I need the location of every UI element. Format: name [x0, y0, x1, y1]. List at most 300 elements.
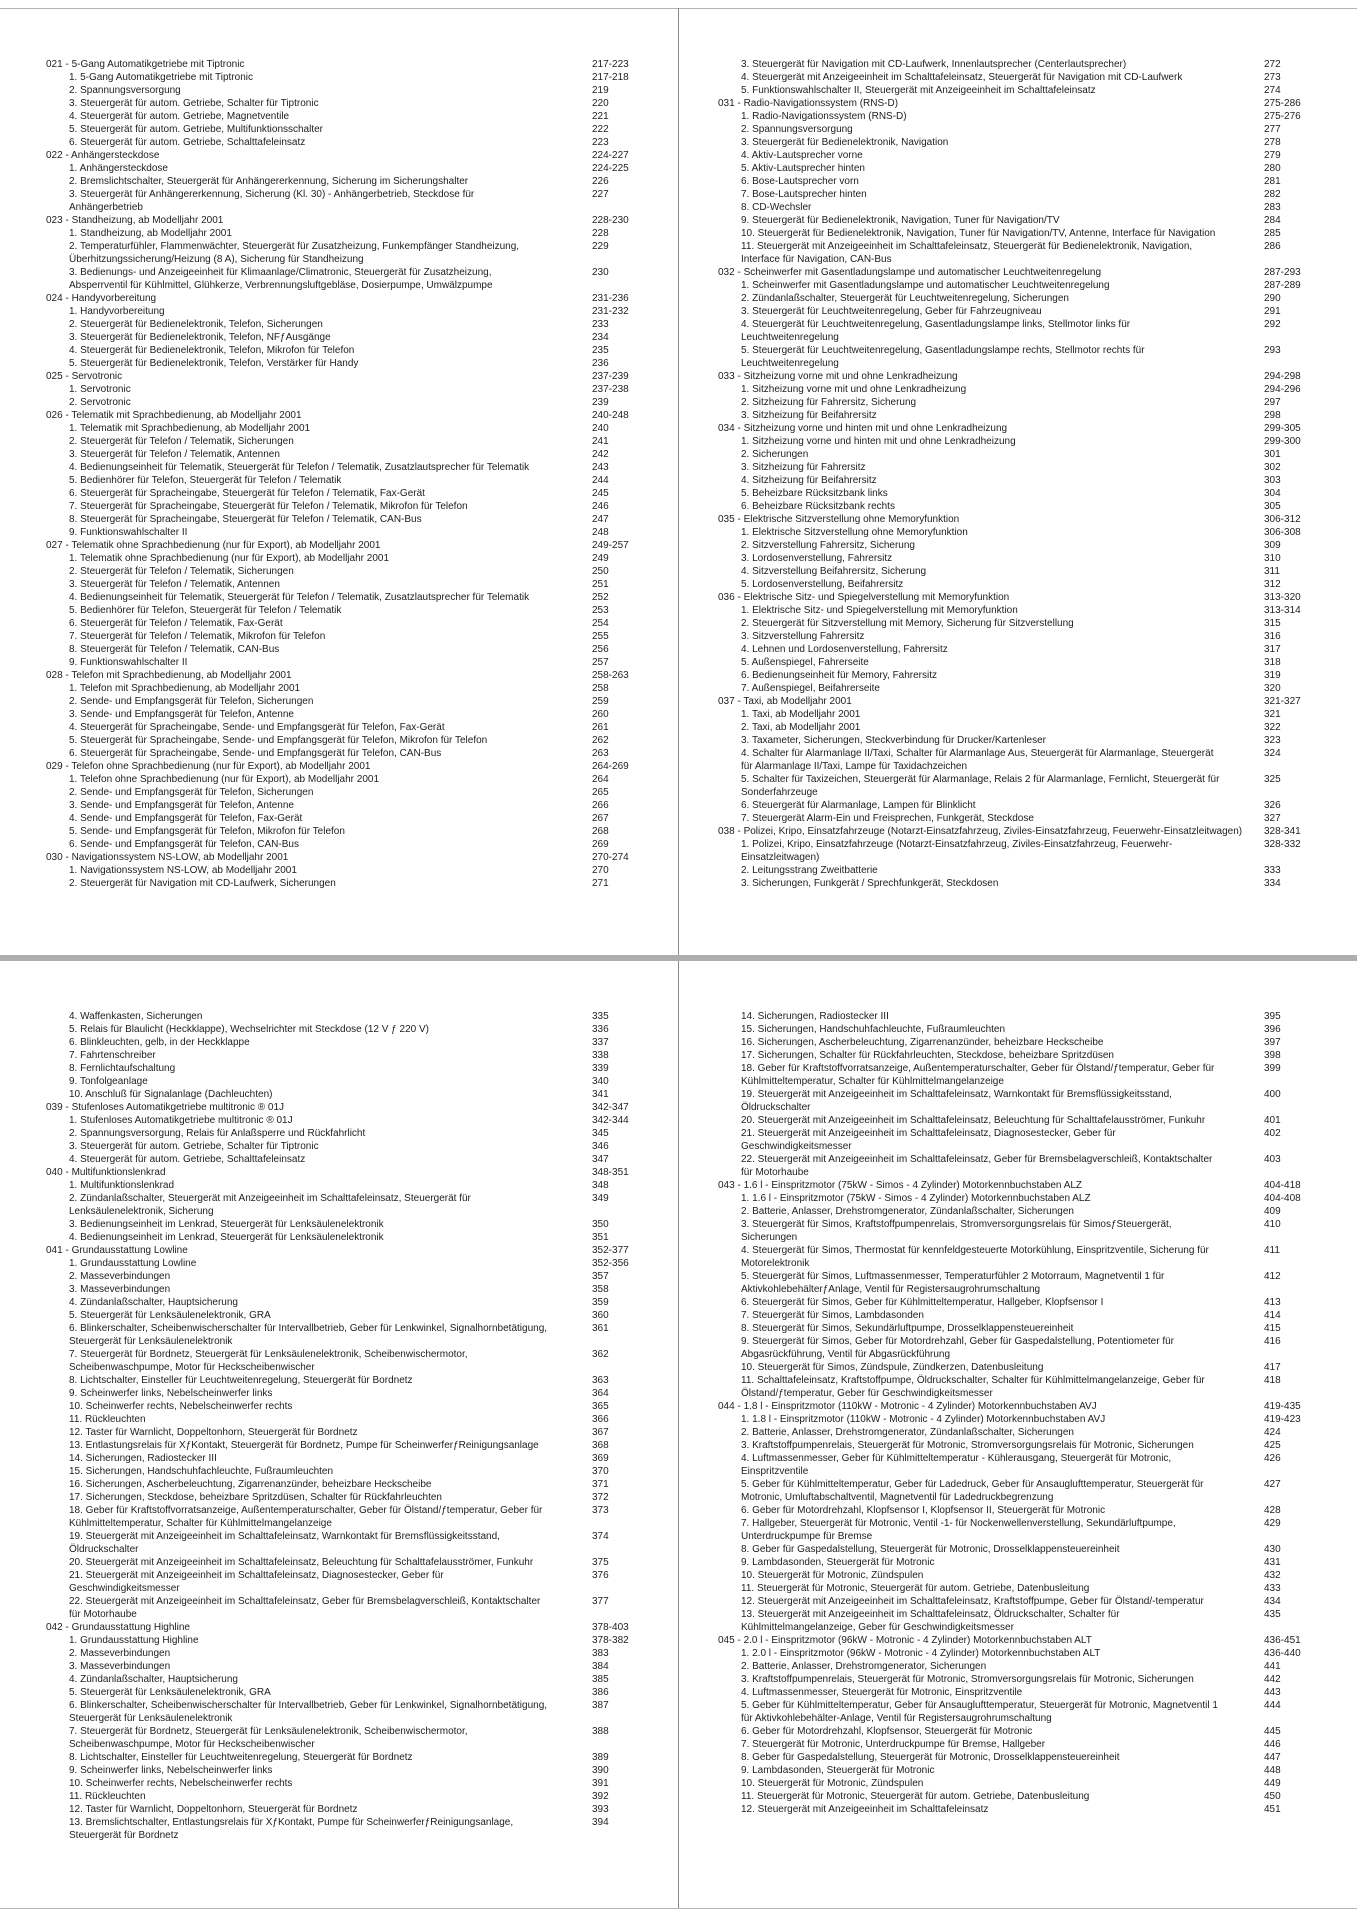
toc-entry-page-number: 228 [592, 228, 609, 239]
toc-item-row [46, 1426, 662, 1439]
toc-entry-text: 5. Steuergerät für Lenksäulenelektronik, GRA [69, 1310, 271, 1321]
toc-entry-text: 9. Steuergerät für Bedienelektronik, Navigation, Tuner für Navigation/TV [741, 215, 1060, 226]
toc-entry-page-number: 442 [1264, 1674, 1281, 1685]
toc-entry-page-number: 401 [1264, 1115, 1281, 1126]
toc-entry-page-number: 350 [592, 1219, 609, 1230]
toc-item-row [46, 1023, 662, 1036]
toc-item-row [46, 643, 662, 656]
toc-entry-page-number: 372 [592, 1492, 609, 1503]
toc-column-page2-left [46, 1010, 662, 1842]
toc-item-row [718, 1218, 1334, 1244]
toc-entry-page-number: 387 [592, 1700, 609, 1711]
toc-entry-text: 2. Steuergerät für Telefon / Telematik, Sicherungen [69, 566, 294, 577]
toc-entry-page-number: 391 [592, 1778, 609, 1789]
toc-item-row [46, 227, 662, 240]
toc-entry-text: 045 - 2.0 l - Einspritzmotor (96kW - Motronic - 4 Zylinder) Motorkennbuchstaben ALT [718, 1635, 1092, 1646]
toc-entry-text: 3. Kraftstoffpumpenrelais, Steuergerät für Motronic, Stromversorgungsrelais für Motronic, Sicherungen [741, 1674, 1194, 1685]
toc-item-row [46, 1634, 662, 1647]
toc-entry-text: 041 - Grundausstattung Lowline [46, 1245, 188, 1256]
toc-entry-page-number: 404-418 [1264, 1180, 1301, 1191]
toc-entry-text: 2. Temperaturfühler, Flammenwächter, Steuergerät für Zusatzheizung, Funkempfänger Standheizung, Überhitzungssicherung/Heizung (8 A), Sicherung für Standheizung [69, 241, 520, 265]
toc-entry-page-number: 398 [1264, 1050, 1281, 1061]
toc-entry-page-number: 419-435 [1264, 1401, 1301, 1412]
toc-item-row [46, 773, 662, 786]
toc-entry-page-number: 318 [1264, 657, 1281, 668]
toc-entry-text: 5. Lordosenverstellung, Beifahrersitz [741, 579, 904, 590]
toc-entry-page-number: 287-289 [1264, 280, 1301, 291]
toc-item-row [718, 1114, 1334, 1127]
toc-entry-page-number: 237-238 [592, 384, 629, 395]
toc-entry-page-number: 397 [1264, 1037, 1281, 1048]
toc-entry-text: 4. Zündanlaßschalter, Hauptsicherung [69, 1297, 238, 1308]
toc-item-row [46, 1595, 662, 1621]
toc-entry-page-number: 450 [1264, 1791, 1281, 1802]
toc-item-row [46, 656, 662, 669]
toc-entry-text: 2. Sicherungen [741, 449, 809, 460]
toc-entry-text: 4. Steuergerät für autom. Getriebe, Magnetventile [69, 111, 290, 122]
toc-entry-text: 7. Steuergerät Alarm-Ein und Freisprechen, Funkgerät, Steckdose [741, 813, 1034, 824]
toc-entry-text: 1. 5-Gang Automatikgetriebe mit Tiptronic [69, 72, 253, 83]
toc-entry-text: 2. Steuergerät für Sitzverstellung mit Memory, Sicherung für Sitzverstellung [741, 618, 1074, 629]
toc-item-row [718, 1569, 1334, 1582]
toc-entry-text: 10. Steuergerät für Motronic, Zündspulen [741, 1570, 924, 1581]
toc-entry-page-number: 287-293 [1264, 267, 1301, 278]
toc-entry-page-number: 444 [1264, 1700, 1281, 1711]
toc-item-row [46, 1647, 662, 1660]
toc-entry-page-number: 385 [592, 1674, 609, 1685]
toc-entry-text: 7. Steuergerät für Bordnetz, Steuergerät für Lenksäulenelektronik, Scheibenwischermotor, Scheibenwaschpumpe, Motor für Heckscheibenwischer [69, 1349, 468, 1373]
toc-item-row [46, 526, 662, 539]
toc-entry-page-number: 400 [1264, 1089, 1281, 1100]
toc-entry-page-number: 298 [1264, 410, 1281, 421]
toc-item-row [46, 1062, 662, 1075]
toc-entry-text: 12. Taster für Warnlicht, Doppeltonhorn, Steuergerät für Bordnetz [69, 1427, 358, 1438]
toc-item-row [46, 812, 662, 825]
toc-entry-page-number: 365 [592, 1401, 609, 1412]
toc-item-row [46, 734, 662, 747]
toc-item-row [718, 214, 1334, 227]
toc-entry-text: 4. Lehnen und Lordosenverstellung, Fahrersitz [741, 644, 948, 655]
toc-entry-text: 3. Steuergerät für Bedienelektronik, Navigation [741, 137, 949, 148]
toc-item-row [718, 292, 1334, 305]
toc-entry-text: 10. Scheinwerfer rechts, Nebelscheinwerfer rechts [69, 1778, 293, 1789]
toc-entry-text: 22. Steuergerät mit Anzeigeeinheit im Schalttafeleinsatz, Geber für Bremsbelagverschleiß, Kontaktschalter für Motorhaube [741, 1154, 1213, 1178]
toc-entry-page-number: 240-248 [592, 410, 629, 421]
toc-item-row [46, 474, 662, 487]
toc-item-row [46, 240, 662, 266]
toc-item-row [718, 1673, 1334, 1686]
toc-item-row [718, 500, 1334, 513]
toc-entry-page-number: 248 [592, 527, 609, 538]
toc-item-row [718, 149, 1334, 162]
toc-entry-text: 2. Batterie, Anlasser, Drehstromgenerator, Zündanlaßschalter, Sicherungen [741, 1427, 1074, 1438]
toc-item-row [718, 1153, 1334, 1179]
toc-item-row [718, 1426, 1334, 1439]
toc-entry-page-number: 348 [592, 1180, 609, 1191]
toc-entry-page-number: 263 [592, 748, 609, 759]
toc-entry-page-number: 409 [1264, 1206, 1281, 1217]
toc-entry-page-number: 390 [592, 1765, 609, 1776]
toc-entry-text: 6. Blinkerschalter, Scheibenwischerschalter für Intervallbetrieb, Geber für Lenkwinkel, Signalhornbetätigung, Steuergerät für Lenksäulenelektronik [69, 1323, 548, 1347]
toc-entry-page-number: 301 [1264, 449, 1281, 460]
toc-entry-text: 3. Steuergerät für autom. Getriebe, Schalter für Tiptronic [69, 98, 319, 109]
toc-entry-text: 6. Blinkleuchten, gelb, in der Heckklappe [69, 1037, 250, 1048]
toc-item-row [46, 1439, 662, 1452]
toc-entry-text: 4. Steuergerät für Bedienelektronik, Telefon, Mikrofon für Telefon [69, 345, 355, 356]
toc-entry-page-number: 249 [592, 553, 609, 564]
toc-entry-text: 5. Aktiv-Lautsprecher hinten [741, 163, 865, 174]
toc-entry-page-number: 220 [592, 98, 609, 109]
toc-item-row [718, 526, 1334, 539]
toc-entry-page-number: 349 [592, 1193, 609, 1204]
toc-item-row [718, 474, 1334, 487]
toc-item-row [46, 1179, 662, 1192]
toc-entry-text: 3. Lordosenverstellung, Fahrersitz [741, 553, 893, 564]
toc-entry-text: 034 - Sitzheizung vorne und hinten mit und ohne Lenkradheizung [718, 423, 1008, 434]
toc-item-row [718, 1322, 1334, 1335]
toc-section-row [718, 422, 1334, 435]
toc-entry-text: 6. Steuergerät für Alarmanlage, Lampen für Blinklicht [741, 800, 976, 811]
toc-item-row [46, 1465, 662, 1478]
toc-entry-text: 2. Batterie, Anlasser, Drehstromgenerator, Zündanlaßschalter, Sicherungen [741, 1206, 1074, 1217]
toc-item-row [46, 1504, 662, 1530]
toc-entry-page-number: 231-236 [592, 293, 629, 304]
toc-entry-page-number: 286 [1264, 241, 1281, 252]
toc-entry-text: 6. Blinkerschalter, Scheibenwischerschalter für Intervallbetrieb, Geber für Lenkwinkel, Signalhornbetätigung, Steuergerät für Lenksäulenelektronik [69, 1700, 548, 1724]
toc-item-row [46, 110, 662, 123]
page-gap-band [0, 955, 1357, 961]
toc-item-row [46, 136, 662, 149]
toc-entry-page-number: 246 [592, 501, 609, 512]
toc-entry-page-number: 325 [1264, 774, 1281, 785]
toc-entry-page-number: 224-225 [592, 163, 629, 174]
toc-entry-text: 5. Geber für Kühlmitteltemperatur, Geber für Ansauglufttemperatur, Steuergerät für Motronic, Magnetventil 1 für Aktivkohlebehälter-Anlage, Ventil für Registersaugrohrumschaltung [741, 1700, 1218, 1724]
toc-item-row [46, 1218, 662, 1231]
toc-entry-text: 8. Fernlichtaufschaltung [69, 1063, 176, 1074]
toc-entry-text: 5. Sende- und Empfangsgerät für Telefon, Mikrofon für Telefon [69, 826, 345, 837]
toc-entry-text: 035 - Elektrische Sitzverstellung ohne Memoryfunktion [718, 514, 960, 525]
toc-item-row [718, 1192, 1334, 1205]
toc-item-row [46, 1010, 662, 1023]
toc-entry-text: 18. Geber für Kraftstoffvorratsanzeige, Außentemperaturschalter, Geber für Ölstand/ƒtemperatur, Geber für Kühlmitteltemperatur, Schalter für Kühlmittelmangelanzeige [69, 1505, 543, 1529]
toc-item-row [46, 604, 662, 617]
page-column-divider-top [678, 8, 679, 955]
toc-entry-page-number: 280 [1264, 163, 1281, 174]
toc-item-row [718, 1504, 1334, 1517]
toc-entry-page-number: 384 [592, 1661, 609, 1672]
toc-section-row [46, 1621, 662, 1634]
toc-entry-page-number: 377 [592, 1596, 609, 1607]
toc-item-row [718, 708, 1334, 721]
toc-entry-page-number: 374 [592, 1531, 609, 1542]
toc-item-row [46, 1075, 662, 1088]
toc-item-row [46, 84, 662, 97]
toc-entry-text: 6. Bose-Lautsprecher vorn [741, 176, 859, 187]
toc-entry-text: 021 - 5-Gang Automatikgetriebe mit Tiptronic [46, 59, 245, 70]
toc-entry-page-number: 404-408 [1264, 1193, 1301, 1204]
toc-item-row [718, 1036, 1334, 1049]
toc-item-row [46, 500, 662, 513]
toc-entry-text: 5. Steuergerät für autom. Getriebe, Multifunktionsschalter [69, 124, 324, 135]
toc-item-row [718, 227, 1334, 240]
toc-entry-page-number: 247 [592, 514, 609, 525]
toc-entry-page-number: 259 [592, 696, 609, 707]
toc-entry-page-number: 335 [592, 1011, 609, 1022]
toc-entry-text: 3. Sende- und Empfangsgerät für Telefon, Antenne [69, 709, 294, 720]
toc-entry-text: 6. Geber für Motordrehzahl, Klopfsensor I, Klopfsensor II, Steuergerät für Motronic [741, 1505, 1106, 1516]
toc-entry-text: 1. Taxi, ab Modelljahr 2001 [741, 709, 861, 720]
toc-entry-page-number: 363 [592, 1375, 609, 1386]
toc-entry-text: 5. Relais für Blaulicht (Heckklappe), Wechselrichter mit Steckdose (12 V ƒ 220 V) [69, 1024, 429, 1035]
toc-entry-text: 5. Steuergerät für Simos, Luftmassenmesser, Temperaturfühler 2 Motorraum, Magnetventil 1 für AktivkohlebehälterƒAnlage, Ventil für Registersaugrohrumschaltung [741, 1271, 1165, 1295]
toc-entry-page-number: 258-263 [592, 670, 629, 681]
toc-entry-page-number: 393 [592, 1804, 609, 1815]
toc-entry-page-number: 413 [1264, 1297, 1281, 1308]
toc-entry-text: 10. Steuergerät für Motronic, Zündspulen [741, 1778, 924, 1789]
toc-entry-page-number: 275-286 [1264, 98, 1301, 109]
toc-entry-text: 6. Steuergerät für Spracheingabe, Sende- und Empfangsgerät für Telefon, CAN-Bus [69, 748, 442, 759]
toc-entry-page-number: 371 [592, 1479, 609, 1490]
toc-item-row [46, 825, 662, 838]
toc-item-row [46, 461, 662, 474]
toc-entry-page-number: 375 [592, 1557, 609, 1568]
toc-item-row [46, 695, 662, 708]
toc-entry-page-number: 446 [1264, 1739, 1281, 1750]
toc-entry-page-number: 345 [592, 1128, 609, 1139]
toc-entry-page-number: 426 [1264, 1453, 1281, 1464]
toc-entry-text: 14. Sicherungen, Radiostecker III [741, 1011, 889, 1022]
toc-item-row [46, 1036, 662, 1049]
toc-section-row [718, 695, 1334, 708]
toc-item-row [46, 1322, 662, 1348]
toc-entry-text: 3. Steuergerät für autom. Getriebe, Schalter für Tiptronic [69, 1141, 319, 1152]
toc-entry-text: 9. Funktionswahlschalter II [69, 657, 188, 668]
toc-entry-page-number: 319 [1264, 670, 1281, 681]
toc-entry-page-number: 376 [592, 1570, 609, 1581]
toc-entry-page-number: 369 [592, 1453, 609, 1464]
toc-entry-page-number: 359 [592, 1297, 609, 1308]
toc-item-row [46, 1569, 662, 1595]
toc-item-row [46, 1699, 662, 1725]
toc-entry-text: 3. Masseverbindungen [69, 1284, 171, 1295]
toc-entry-text: 5. Steuergerät für Spracheingabe, Sende- und Empfangsgerät für Telefon, Mikrofon für Telefon [69, 735, 488, 746]
toc-entry-text: 7. Außenspiegel, Beifahrerseite [741, 683, 880, 694]
toc-item-row [46, 123, 662, 136]
toc-entry-text: 3. Masseverbindungen [69, 1661, 171, 1672]
toc-entry-text: 042 - Grundausstattung Highline [46, 1622, 190, 1633]
toc-item-row [718, 201, 1334, 214]
toc-entry-text: 20. Steuergerät mit Anzeigeeinheit im Schalttafeleinsatz, Beleuchtung für Schalttafelausströmer, Funkuhr [69, 1557, 534, 1568]
toc-entry-page-number: 245 [592, 488, 609, 499]
toc-entry-page-number: 299-300 [1264, 436, 1301, 447]
toc-entry-text: 11. Steuergerät für Motronic, Steuergerät für autom. Getriebe, Datenbusleitung [741, 1791, 1090, 1802]
toc-item-row [46, 1127, 662, 1140]
toc-item-row [718, 734, 1334, 747]
toc-entry-page-number: 219 [592, 85, 609, 96]
toc-entry-page-number: 322 [1264, 722, 1281, 733]
toc-entry-text: 6. Steuergerät für autom. Getriebe, Schalttafeleinsatz [69, 137, 306, 148]
toc-entry-page-number: 388 [592, 1726, 609, 1737]
toc-entry-text: 4. Bedienungseinheit für Telematik, Steuergerät für Telefon / Telematik, Zusatzlautsprecher für Telematik [69, 462, 530, 473]
toc-entry-page-number: 237-239 [592, 371, 629, 382]
toc-entry-text: 5. Steuergerät für Bedienelektronik, Telefon, Verstärker für Handy [69, 358, 359, 369]
toc-entry-page-number: 264-269 [592, 761, 629, 772]
toc-entry-page-number: 443 [1264, 1687, 1281, 1698]
toc-entry-text: 7. Bose-Lautsprecher hinten [741, 189, 867, 200]
toc-item-row [718, 383, 1334, 396]
toc-item-row [718, 630, 1334, 643]
toc-item-row [46, 591, 662, 604]
toc-item-row [718, 1647, 1334, 1660]
toc-section-row [46, 292, 662, 305]
toc-entry-page-number: 448 [1264, 1765, 1281, 1776]
toc-entry-text: 3. Sende- und Empfangsgerät für Telefon, Antenne [69, 800, 294, 811]
toc-entry-text: 1. Multifunktionslenkrad [69, 1180, 175, 1191]
toc-item-row [46, 617, 662, 630]
toc-entry-page-number: 306-312 [1264, 514, 1301, 525]
toc-entry-text: 040 - Multifunktionslenkrad [46, 1167, 166, 1178]
toc-entry-page-number: 414 [1264, 1310, 1281, 1321]
toc-entry-text: 8. Lichtschalter, Einsteller für Leuchtweitenregelung, Steuergerät für Bordnetz [69, 1752, 413, 1763]
toc-entry-text: 5. Bedienhörer für Telefon, Steuergerät für Telefon / Telematik [69, 475, 342, 486]
toc-entry-page-number: 268 [592, 826, 609, 837]
toc-entry-text: 19. Steuergerät mit Anzeigeeinheit im Schalttafeleinsatz, Warnkontakt für Bremsflüssigkeitsstand, Öldruckschalter [741, 1089, 1172, 1113]
toc-item-row [46, 1530, 662, 1556]
toc-entry-page-number: 441 [1264, 1661, 1281, 1672]
toc-item-row [718, 162, 1334, 175]
toc-entry-page-number: 251 [592, 579, 609, 590]
toc-entry-page-number: 222 [592, 124, 609, 135]
toc-entry-page-number: 221 [592, 111, 609, 122]
toc-item-row [718, 175, 1334, 188]
toc-entry-page-number: 262 [592, 735, 609, 746]
toc-item-row [718, 1452, 1334, 1478]
toc-entry-page-number: 223 [592, 137, 609, 148]
toc-entry-page-number: 351 [592, 1232, 609, 1243]
toc-entry-page-number: 226 [592, 176, 609, 187]
toc-column-page1-right [718, 58, 1334, 890]
toc-entry-text: 2. Zündanlaßschalter, Steuergerät mit Anzeigeeinheit im Schalttafeleinsatz, Steuergerät für Lenksäulenelektronik, Sicherung [69, 1193, 471, 1217]
toc-item-row [718, 1062, 1334, 1088]
toc-entry-text: 031 - Radio-Navigationssystem (RNS-D) [718, 98, 899, 109]
toc-entry-page-number: 303 [1264, 475, 1281, 486]
toc-entry-page-number: 436-440 [1264, 1648, 1301, 1659]
toc-entry-text: 2. Sitzverstellung Fahrersitz, Sicherung [741, 540, 915, 551]
toc-entry-page-number: 358 [592, 1284, 609, 1295]
toc-entry-page-number: 281 [1264, 176, 1281, 187]
toc-entry-page-number: 425 [1264, 1440, 1281, 1451]
toc-section-row [46, 149, 662, 162]
toc-entry-text: 2. Leitungsstrang Zweitbatterie [741, 865, 878, 876]
toc-entry-page-number: 402 [1264, 1128, 1281, 1139]
toc-entry-page-number: 432 [1264, 1570, 1281, 1581]
toc-entry-text: 3. Sitzheizung für Fahrersitz [741, 462, 866, 473]
toc-entry-page-number: 250 [592, 566, 609, 577]
toc-entry-text: 1. Stufenloses Automatikgetriebe multitronic ® 01J [69, 1115, 293, 1126]
toc-item-row [718, 1127, 1334, 1153]
toc-entry-page-number: 297 [1264, 397, 1281, 408]
toc-entry-text: 6. Geber für Motordrehzahl, Klopfsensor, Steuergerät für Motronic [741, 1726, 1033, 1737]
toc-item-row [46, 97, 662, 110]
toc-entry-text: 3. Bedienungseinheit im Lenkrad, Steuergerät für Lenksäulenelektronik [69, 1219, 384, 1230]
toc-item-row [46, 448, 662, 461]
toc-entry-text: 17. Sicherungen, Schalter für Rückfahrleuchten, Steckdose, beheizbare Spritzdüsen [741, 1050, 1114, 1061]
toc-entry-text: 3. Steuergerät für Anhängererkennung, Sicherung (Kl. 30) - Anhängerbetrieb, Steckdose für Anhängerbetrieb [69, 189, 475, 213]
toc-item-row [46, 344, 662, 357]
page-bottom-edge-rule [0, 1908, 1357, 1909]
toc-item-row [46, 1413, 662, 1426]
toc-item-row [46, 175, 662, 188]
toc-item-row [46, 1231, 662, 1244]
toc-entry-page-number: 255 [592, 631, 609, 642]
toc-entry-page-number: 269 [592, 839, 609, 850]
toc-entry-page-number: 228-230 [592, 215, 629, 226]
toc-entry-text: 17. Sicherungen, Steckdose, beheizbare Spritzdüsen, Schalter für Rückfahrleuchten [69, 1492, 442, 1503]
toc-entry-text: 5. Außenspiegel, Fahrerseite [741, 657, 869, 668]
toc-entry-page-number: 415 [1264, 1323, 1281, 1334]
toc-entry-text: 1. Telefon mit Sprachbedienung, ab Modelljahr 2001 [69, 683, 301, 694]
toc-entry-page-number: 333 [1264, 865, 1281, 876]
toc-section-row [718, 1634, 1334, 1647]
toc-entry-page-number: 338 [592, 1050, 609, 1061]
toc-entry-page-number: 362 [592, 1349, 609, 1360]
toc-entry-text: 9. Lambdasonden, Steuergerät für Motronic [741, 1765, 935, 1776]
toc-entry-page-number: 370 [592, 1466, 609, 1477]
toc-item-row [718, 1309, 1334, 1322]
toc-entry-page-number: 373 [592, 1505, 609, 1516]
toc-entry-text: 8. Lichtschalter, Einsteller für Leuchtweitenregelung, Steuergerät für Bordnetz [69, 1375, 413, 1386]
toc-item-row [718, 409, 1334, 422]
toc-entry-text: 8. Steuergerät für Simos, Sekundärluftpumpe, Drosselklappensteuereinheit [741, 1323, 1074, 1334]
toc-entry-page-number: 327 [1264, 813, 1281, 824]
toc-item-row [718, 1790, 1334, 1803]
toc-item-row [718, 877, 1334, 890]
toc-entry-page-number: 282 [1264, 189, 1281, 200]
toc-entry-page-number: 410 [1264, 1219, 1281, 1230]
toc-item-row [718, 1244, 1334, 1270]
toc-entry-text: 4. Bedienungseinheit im Lenkrad, Steuergerät für Lenksäulenelektronik [69, 1232, 384, 1243]
toc-section-row [46, 409, 662, 422]
toc-entry-page-number: 270 [592, 865, 609, 876]
toc-entry-page-number: 361 [592, 1323, 609, 1334]
toc-entry-text: 3. Steuergerät für Telefon / Telematik, Antennen [69, 579, 280, 590]
toc-entry-page-number: 383 [592, 1648, 609, 1659]
toc-item-row [718, 682, 1334, 695]
toc-entry-text: 039 - Stufenloses Automatikgetriebe multitronic ® 01J [46, 1102, 285, 1113]
toc-entry-text: 9. Tonfolgeanlage [69, 1076, 148, 1087]
toc-entry-page-number: 272 [1264, 59, 1281, 70]
toc-item-row [718, 565, 1334, 578]
toc-item-row [718, 84, 1334, 97]
toc-item-row [46, 1673, 662, 1686]
toc-entry-page-number: 311 [1264, 566, 1280, 577]
toc-entry-text: 1. 2.0 l - Einspritzmotor (96kW - Motronic - 4 Zylinder) Motorkennbuchstaben ALT [741, 1648, 1101, 1659]
toc-entry-page-number: 412 [1264, 1271, 1281, 1282]
toc-entry-page-number: 292 [1264, 319, 1281, 330]
toc-item-row [46, 578, 662, 591]
toc-item-row [46, 1088, 662, 1101]
toc-entry-text: 1. Sitzheizung vorne mit und ohne Lenkradheizung [741, 384, 967, 395]
toc-item-row [718, 838, 1334, 864]
toc-entry-text: 3. Steuergerät für Bedienelektronik, Telefon, NFƒAusgänge [69, 332, 331, 343]
toc-entry-text: 12. Steuergerät mit Anzeigeeinheit im Schalttafeleinsatz, Kraftstoffpumpe, Geber für Ölstand/-temperatur [741, 1596, 1204, 1607]
toc-entry-page-number: 451 [1264, 1804, 1281, 1815]
toc-item-row [718, 1764, 1334, 1777]
toc-entry-page-number: 360 [592, 1310, 609, 1321]
toc-entry-page-number: 341 [592, 1089, 609, 1100]
toc-item-row [718, 1699, 1334, 1725]
toc-entry-text: 10. Steuergerät für Simos, Zündspule, Zündkerzen, Datenbusleitung [741, 1362, 1044, 1373]
